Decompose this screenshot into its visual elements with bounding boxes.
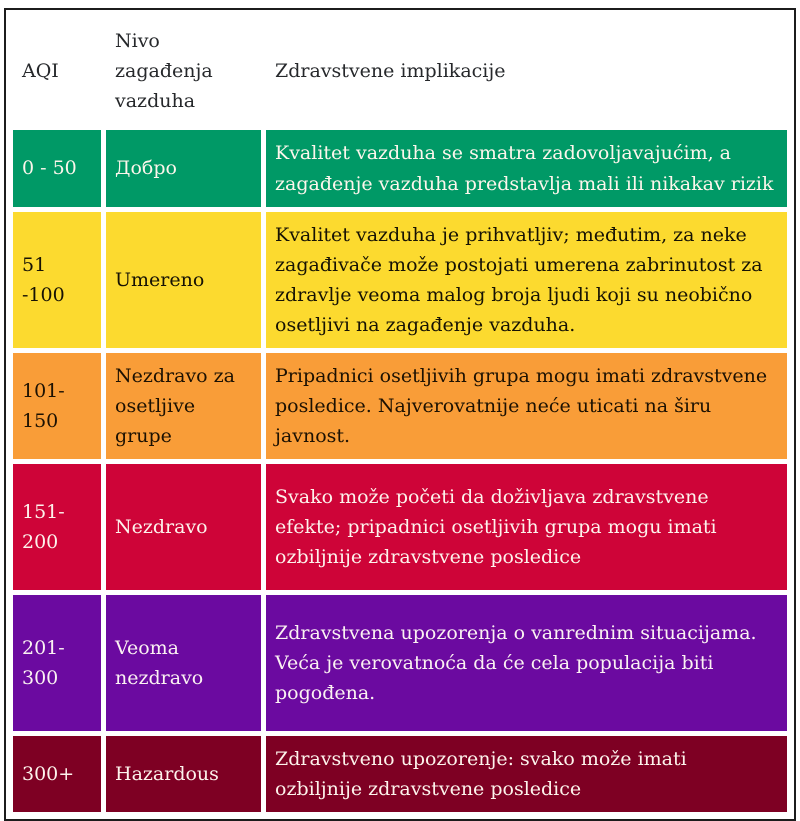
aqi-range-cell: 51 -100: [13, 212, 101, 348]
implication-cell: Pripadnici osetljivih grupa mogu imati zdravstvene posledice. Najverovatnije neće uticati na širu javnost.: [266, 353, 787, 459]
table-row-moderate: [13, 212, 787, 348]
table-row-very-unhealthy: [13, 595, 787, 731]
table-row-unhealthy: [13, 464, 787, 590]
level-cell: Nezdravo: [106, 464, 261, 590]
level-cell: Veoma nezdravo: [106, 595, 261, 731]
implication-cell: Zdravstveno upozorenje: svako može imati ozbiljnije zdravstvene posledice: [266, 736, 787, 812]
aqi-range-cell: 300+: [13, 736, 101, 812]
header-health-implications: Zdravstvene implikacije: [266, 17, 787, 125]
level-cell: Добро: [106, 130, 261, 207]
level-cell: Nezdravo za osetljive grupe: [106, 353, 261, 459]
table-row-unhealthy-sensitive: [13, 353, 787, 459]
level-cell: Hazardous: [106, 736, 261, 812]
aqi-range-cell: 101-150: [13, 353, 101, 459]
table-row-hazardous: [13, 736, 787, 812]
implication-cell: Kvalitet vazduha je prihvatljiv; međutim, za neke zagađivače može postojati umerena zabrinutost za zdravlje veoma malog broja ljudi koji su neobično osetljivi na zagađenje vazduha.: [266, 212, 787, 348]
aqi-range-cell: 201-300: [13, 595, 101, 731]
aqi-range-cell: 151-200: [13, 464, 101, 590]
aqi-table-frame: [4, 8, 796, 821]
table-row-good: [13, 130, 787, 207]
header-row: [13, 17, 787, 125]
level-cell: Umereno: [106, 212, 261, 348]
aqi-legend-table: [8, 12, 792, 817]
implication-cell: Zdravstvena upozorenja o vanrednim situacijama. Veća je verovatnoća da će cela populacija biti pogođena.: [266, 595, 787, 731]
header-aqi: AQI: [13, 17, 101, 125]
aqi-range-cell: 0 - 50: [13, 130, 101, 207]
implication-cell: Kvalitet vazduha se smatra zadovoljavajućim, a zagađenje vazduha predstavlja mali ili nikakav rizik: [266, 130, 787, 207]
header-pollution-level: Nivo zagađenja vazduha: [106, 17, 261, 125]
implication-cell: Svako može početi da doživljava zdravstvene efekte; pripadnici osetljivih grupa mogu imati ozbiljnije zdravstvene posledice: [266, 464, 787, 590]
